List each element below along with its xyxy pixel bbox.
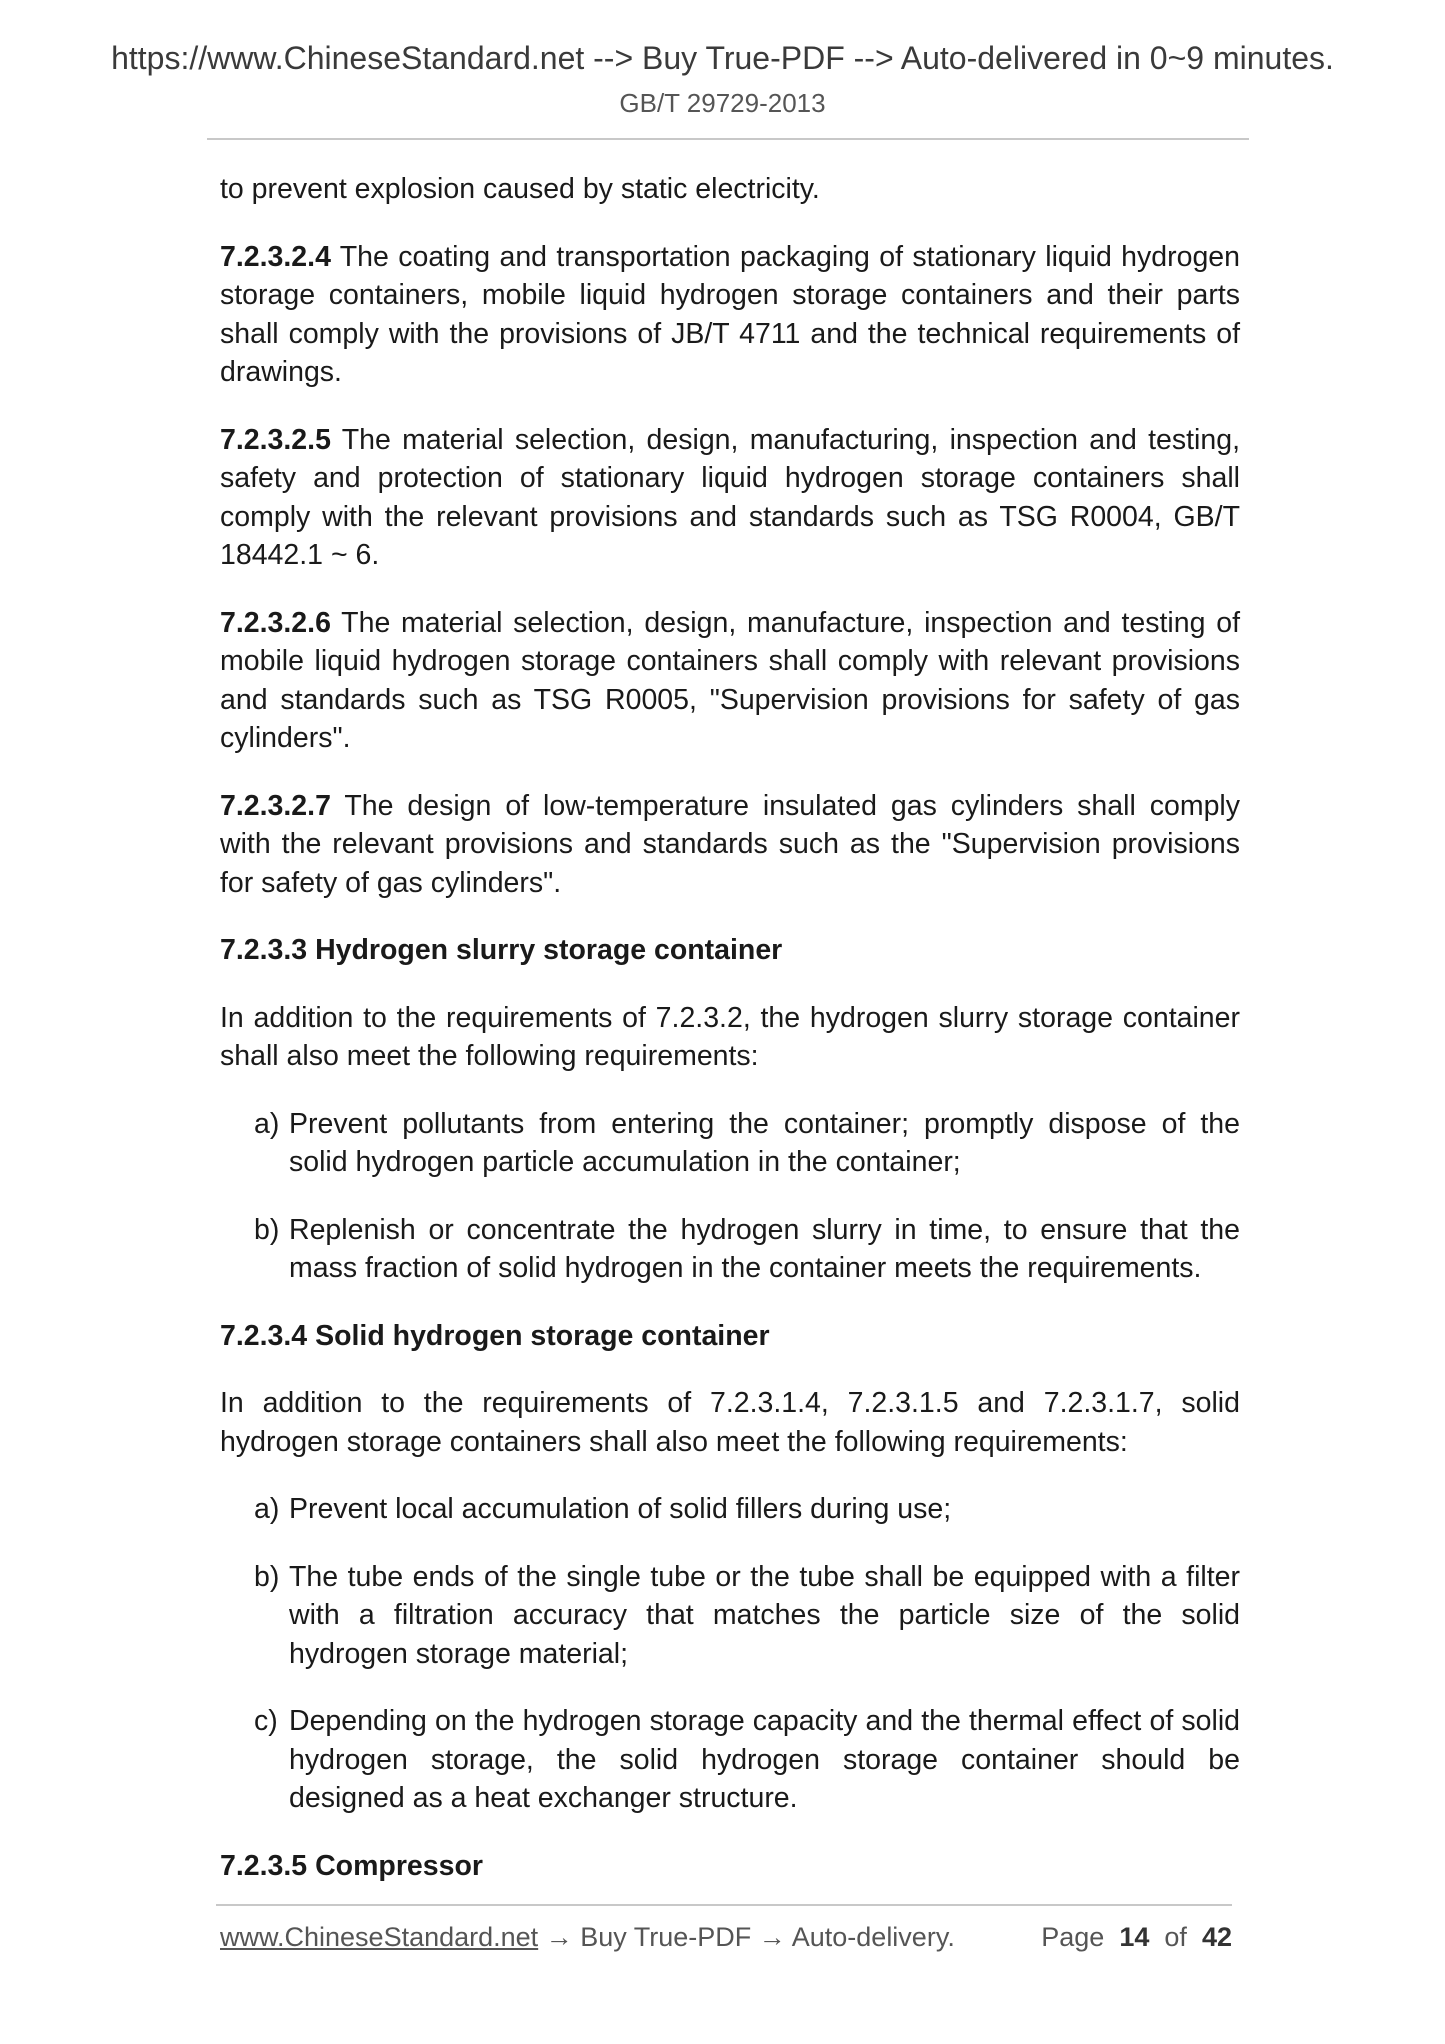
clause-7-2-3-2-6: [220, 604, 1240, 758]
list-item-text: The tube ends of the single tube or the tube shall be equipped with a filter with a filtration accuracy that matches the particle size of the solid hydrogen storage material;: [289, 1560, 1240, 1670]
list-item-text: Replenish or concentrate the hydrogen slurry in time, to ensure that the mass fraction of solid hydrogen in the container meets the requirements.: [289, 1213, 1240, 1284]
header-divider: [207, 138, 1249, 140]
list-marker: a): [254, 1493, 280, 1525]
paragraph-solid-intro: In addition to the requirements of 7.2.3.1.4, 7.2.3.1.5 and 7.2.3.1.7, solid hydrogen storage containers shall also meet the following requirements:: [220, 1387, 1240, 1458]
footer-divider: [216, 1904, 1232, 1906]
list-item: [254, 1211, 1240, 1288]
clause-text: The material selection, design, manufacturing, inspection and testing, safety and protection of stationary liquid hydrogen storage containers shall comply with the relevant provisions and standards such as TSG R0004, GB/T 18442.1 ~ 6.: [220, 423, 1240, 571]
list-marker: b): [254, 1213, 280, 1246]
clause-7-2-3-2-4: [220, 238, 1240, 392]
list-marker: b): [254, 1560, 280, 1593]
clause-text: The coating and transportation packaging of stationary liquid hydrogen storage containers, mobile liquid hydrogen storage containers and their parts shall comply with the provisions of JB/T 4711 and the technical requirements of drawings.: [220, 240, 1240, 388]
clause-number: 7.2.3.2.4: [220, 240, 331, 273]
clause-text: The design of low-temperature insulated gas cylinders shall comply with the relevant provisions and standards such as the "Supervision provisions for safety of gas cylinders".: [220, 789, 1240, 899]
list-marker: c): [254, 1705, 278, 1737]
clause-7-2-3-2-5: [220, 421, 1240, 575]
list-item-text: Prevent local accumulation of solid fillers during use;: [289, 1493, 952, 1525]
section-heading-7-2-3-5: 7.2.3.5 Compressor: [220, 1849, 483, 1882]
paragraph-slurry-intro: In addition to the requirements of 7.2.3.2, the hydrogen slurry storage container shall also meet the following requirements:: [220, 1001, 1240, 1072]
document-body: [220, 170, 1240, 1914]
clause-text: The material selection, design, manufacture, inspection and testing of mobile liquid hydrogen storage containers shall comply with relevant provisions and standards such as TSG R0005, "Supervision provisions for safety of gas cylinders".: [220, 606, 1240, 754]
site-link[interactable]: www.ChineseStandard.net: [220, 1922, 539, 1952]
footer-left: [220, 1922, 955, 1953]
clause-7-2-3-2-7: [220, 787, 1240, 903]
page-label: Page: [1041, 1922, 1105, 1952]
standard-code: GB/T 29729-2013: [619, 88, 826, 118]
section-heading-7-2-3-3: 7.2.3.3 Hydrogen slurry storage container: [220, 934, 783, 966]
clause-number: 7.2.3.2.5: [220, 423, 331, 456]
of-label: of: [1164, 1922, 1187, 1952]
section-heading-7-2-3-4: 7.2.3.4 Solid hydrogen storage container: [220, 1319, 770, 1352]
list-item-text: Prevent pollutants from entering the container; promptly dispose of the solid hydrogen particle accumulation in the container;: [289, 1107, 1240, 1178]
page-total: 42: [1201, 1922, 1232, 1952]
list-item: [254, 1558, 1240, 1674]
list-item-text: Depending on the hydrogen storage capacity and the thermal effect of solid hydrogen storage, the solid hydrogen storage container should be designed as a heat exchanger structure.: [289, 1705, 1240, 1814]
list-item: [254, 1702, 1240, 1818]
clause-number: 7.2.3.2.6: [220, 606, 331, 639]
page-indicator: [1041, 1922, 1232, 1953]
page-number: 14: [1119, 1922, 1150, 1952]
paragraph-continuation: to prevent explosion caused by static electricity.: [220, 173, 820, 205]
clause-number: 7.2.3.2.7: [220, 789, 331, 822]
list-marker: a): [254, 1107, 280, 1140]
header-url-line: https://www.ChineseStandard.net --> Buy True-PDF --> Auto-delivered in 0~9 minutes.: [111, 40, 1334, 76]
list-item: [254, 1105, 1240, 1182]
footer-tagline: → Buy True-PDF → Auto-delivery.: [538, 1922, 955, 1952]
list-item: [254, 1490, 1240, 1529]
